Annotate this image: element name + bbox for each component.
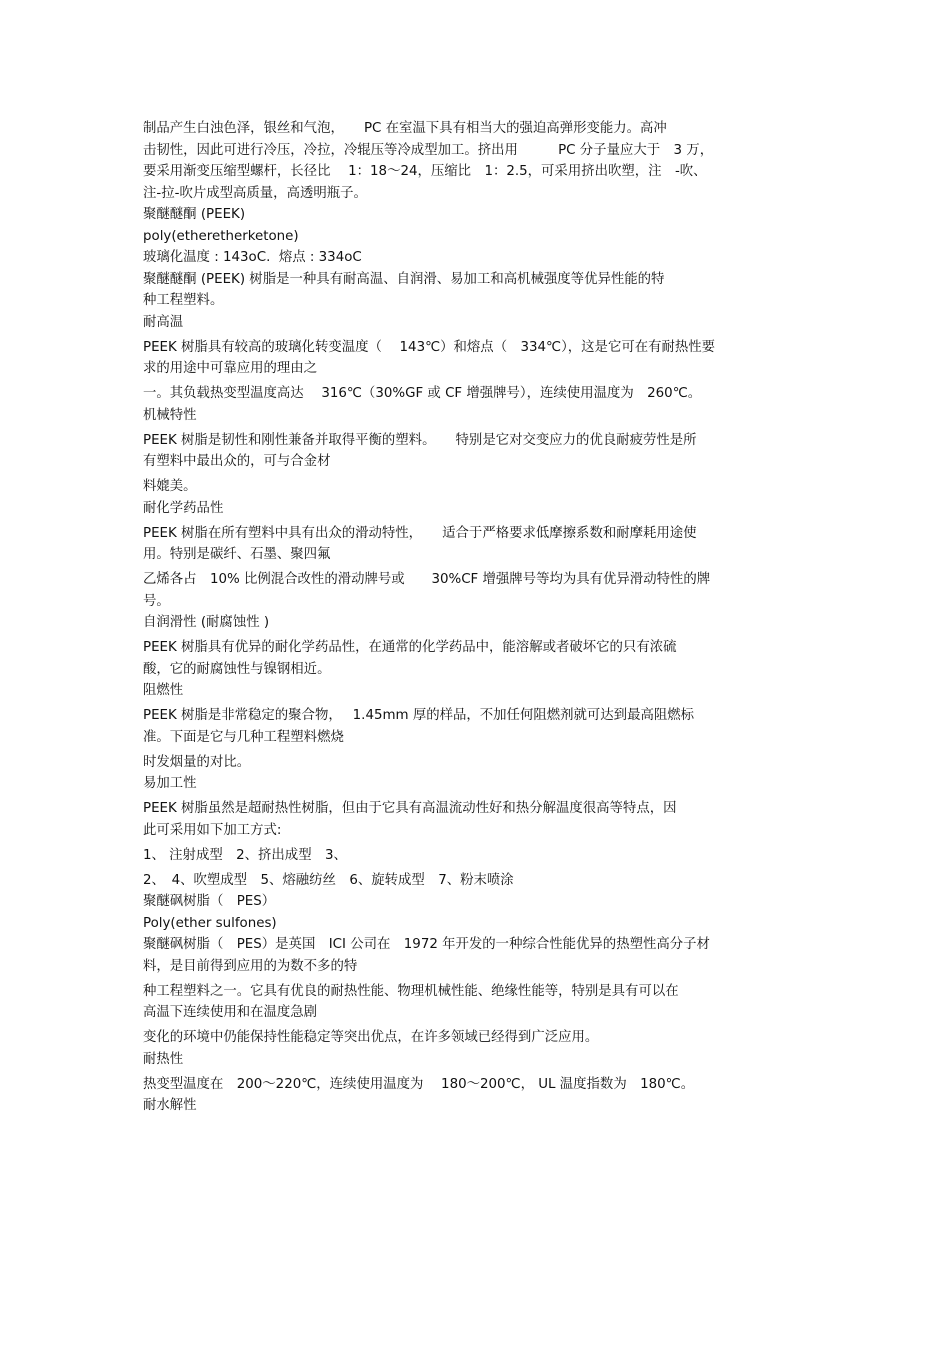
text-line: 有塑料中最出众的，可与合金材 [143, 454, 331, 469]
text-line: 乙烯各占 10% 比例混合改性的滑动牌号或 30%CF 增强牌号等均为具有优异滑动特性的牌 [143, 572, 711, 587]
text-line: 种工程塑料之一。它具有优良的耐热性能、物理机械性能、绝缘性能等，特别是具有可以在 [143, 983, 679, 999]
list-line: 1、 注射成型 2、挤出成型 3、 [143, 847, 347, 863]
section-subheading: poly(etheretherketone) [143, 228, 299, 244]
text-line: PEEK 树脂虽然是超耐热性树脂，但由于它具有高温流动性好和热分解温度很高等特点，因 [143, 801, 677, 816]
text-line: 时发烟量的对比。 [143, 754, 251, 770]
text-line: 酸，它的耐腐蚀性与镍钢相近。 [143, 661, 331, 677]
text-line: PEEK 树脂具有较高的玻璃化转变温度（ 143℃）和熔点（ 334℃），这是它可在有耐热性要 [143, 339, 716, 355]
text-line: 玻璃化温度 : 143oC. 熔点 : 334oC [143, 250, 362, 265]
text-line: 热变型温度在 200～220℃，连续使用温度为 180～200℃， UL 温度指数为 180℃。 [143, 1076, 695, 1092]
text-line: 高温下连续使用和在温度急剧 [143, 1005, 318, 1020]
section-heading: 耐热性 [143, 1051, 184, 1067]
section-heading: 易加工性 [143, 776, 197, 791]
text-line: 注-拉-吹片成型高质量，高透明瓶子。 [143, 185, 367, 201]
text-line: 料，是目前得到应用的为数不多的特 [143, 958, 358, 974]
text-line: 聚醚醚酮 (PEEK) 树脂是一种具有耐高温、自润滑、易加工和高机械强度等优异性能的特 [143, 271, 665, 287]
text-line: 此可采用如下加工方式: [143, 822, 282, 838]
text-line: PEEK 树脂是韧性和刚性兼备并取得平衡的塑料。 特别是它对交变应力的优良耐疲劳性是所 [143, 432, 697, 448]
text-line: 求的用途中可靠应用的理由之 [143, 361, 318, 376]
section-heading: 耐化学药品性 [143, 500, 224, 516]
text-line: 一。其负载热变型温度高达 316℃（30%GF 或 CF 增强牌号），连续使用温度为 260℃。 [143, 386, 702, 401]
text-line: 要采用渐变压缩型螺杆，长径比 1：18～24，压缩比 1：2.5，可采用挤出吹塑，注 -吹、 [143, 164, 707, 179]
list-line: 2、 4、吹塑成型 5、熔融纺丝 6、旋转成型 7、粉末喷涂 [143, 872, 514, 888]
section-heading: 阻燃性 [143, 683, 184, 698]
text-line: 用。特别是碳纤、石墨、聚四氟 [143, 547, 331, 562]
text-line: 变化的环境中仍能保持性能稳定等突出优点，在许多领域已经得到广泛应用。 [143, 1030, 599, 1045]
text-line: PEEK 树脂是非常稳定的聚合物， 1.45mm 厚的样品，不加任何阻燃剂就可达到最高阻燃标 [143, 708, 695, 723]
section-heading: 聚醚砜树脂（ PES） [143, 894, 276, 909]
section-subheading: Poly(ether sulfones) [143, 915, 277, 931]
text-line: 准。下面是它与几种工程塑料燃烧 [143, 729, 344, 745]
text-line: PEEK 树脂在所有塑料中具有出众的滑动特性， 适合于严格要求低摩擦系数和耐摩耗用途使 [143, 525, 697, 541]
text-line: 料媲美。 [143, 479, 197, 494]
text-line: PEEK 树脂具有优异的耐化学药品性，在通常的化学药品中，能溶解或者破坏它的只有浓硫 [143, 640, 677, 655]
section-heading: 机械特性 [143, 407, 197, 423]
text-line: 号。 [143, 593, 170, 609]
text-line: 击韧性，因此可进行冷压，冷拉，冷辊压等冷成型加工。挤出用 PC 分子量应大于 3 万， [143, 142, 714, 158]
text-line: 种工程塑料。 [143, 293, 224, 308]
text-line: 制品产生白浊色泽，银丝和气泡， PC 在室温下具有相当大的强迫高弹形变能力。高冲 [143, 121, 667, 136]
section-heading: 聚醚醚酮 (PEEK) [143, 207, 246, 222]
section-heading: 耐水解性 [143, 1098, 197, 1113]
section-heading: 耐高温 [143, 314, 184, 330]
section-heading: 自润滑性 (耐腐蚀性 ) [143, 615, 270, 630]
text-line: 聚醚砜树脂（ PES）是英国 ICI 公司在 1972 年开发的一种综合性能优异的热塑性高分子材 [143, 937, 710, 952]
